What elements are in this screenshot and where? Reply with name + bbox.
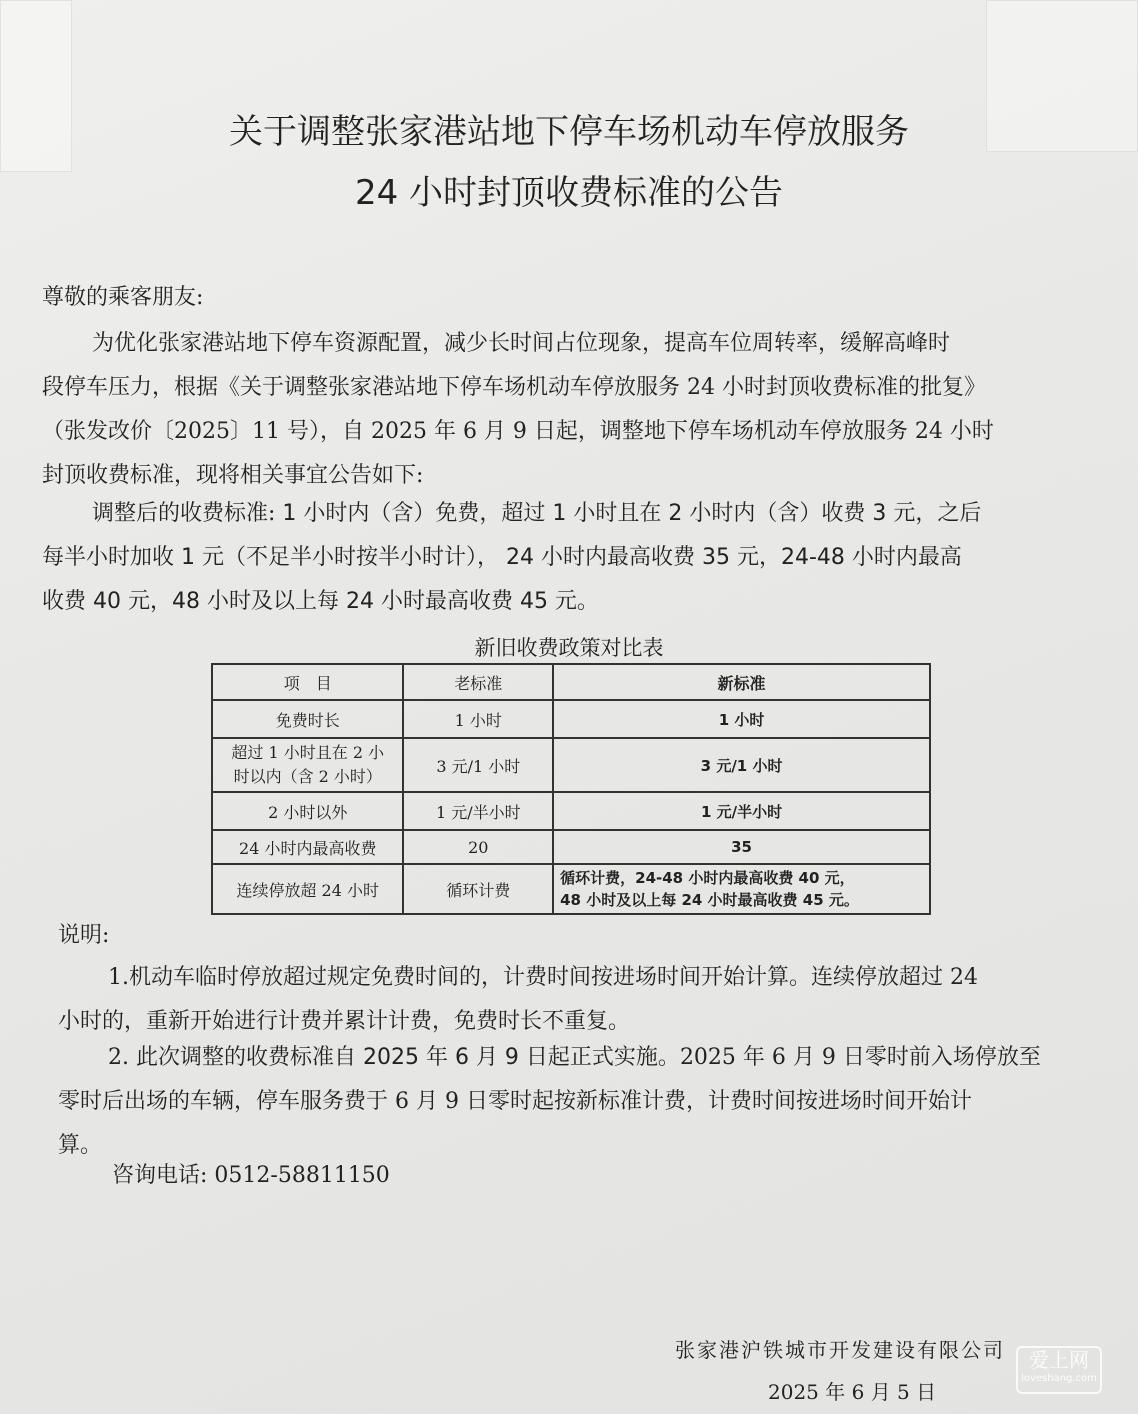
cell-item: 连续停放超 24 小时 (212, 864, 403, 914)
note2-effective-date: 自 2025 年 6 月 9 日起正式实施。 (333, 1045, 680, 1070)
intro-line: （张发改价〔2025〕11 号），自 2025 年 6 月 9 日起，调整地下停车场机动车停放服务 24 小时 (42, 419, 994, 444)
standard-paragraph (42, 492, 1102, 624)
cell-new: 35 (553, 830, 930, 864)
intro-line: 封顶收费标准，现将相关事宜公告如下: (42, 463, 424, 488)
table-row (212, 830, 930, 864)
cell-old: 3 元/1 小时 (403, 738, 553, 792)
header-item: 项 目 (212, 664, 403, 700)
note-line: 1.机动车临时停放超过规定免费时间的，计费时间按进场时间开始计算。连续停放超过 24 (108, 965, 978, 990)
note-line: 零时后出场的车辆，停车服务费于 6 月 9 日零时起按新标准计费，计费时间按进场时间开始计 (58, 1089, 972, 1114)
header-old: 老标准 (403, 664, 553, 700)
table-row (212, 738, 930, 792)
cell-new: 1 小时 (553, 700, 930, 738)
comparison-table (211, 663, 931, 915)
cell-new: 1 元/半小时 (553, 792, 930, 830)
cell-item: 24 小时内最高收费 (212, 830, 403, 864)
standard-prefix: 调整后的收费标准: (92, 501, 283, 526)
intro-line: 为优化张家港站地下停车资源配置，减少长时间占位现象，提高车位周转率，缓解高峰时 (92, 331, 951, 356)
note-line: 算。 (58, 1133, 103, 1158)
company-signature: 张家港沪铁城市开发建设有限公司 (675, 1338, 1005, 1362)
standard-line: 每半小时加收 1 元（不足半小时按半小时计）， 24 小时内最高收费 35 元，24-48 小时内最高 (42, 545, 962, 570)
note2-rest: 2025 年 6 月 9 日零时前入场停放至 (679, 1045, 1041, 1070)
cell-new: 3 元/1 小时 (553, 738, 930, 792)
note2-prefix: 2. 此次调整的收费标准 (108, 1045, 334, 1070)
table-header-row (212, 664, 930, 700)
standard-line: 收费 40 元，48 小时及以上每 24 小时最高收费 45 元。 (42, 589, 599, 614)
cell-old: 循环计费 (403, 864, 553, 914)
table-row (212, 864, 930, 914)
notice-title-line1: 关于调整张家港站地下停车场机动车停放服务 (229, 112, 909, 152)
cell-old: 1 元/半小时 (403, 792, 553, 830)
note-2 (58, 1036, 1098, 1168)
contact-phone: 咨询电话: 0512-58811150 (112, 1163, 390, 1188)
notice-title-line2: 24 小时封顶收费标准的公告 (354, 173, 784, 213)
table-row (212, 700, 930, 738)
intro-line: 段停车压力，根据《关于调整张家港站地下停车场机动车停放服务 24 小时封顶收费标准的批复》 (42, 375, 986, 400)
note-1 (58, 956, 1098, 1044)
intro-paragraph (42, 322, 1102, 498)
salutation: 尊敬的乘客朋友: (42, 285, 204, 310)
cell-item: 超过 1 小时且在 2 小 时以内（含 2 小时） (212, 738, 403, 792)
cell-new: 循环计费，24-48 小时内最高收费 40 元， 48 小时及以上每 24 小时最高收费 45 元。 (553, 864, 930, 914)
header-new: 新标准 (553, 664, 930, 700)
standard-line: 1 小时内（含）免费，超过 1 小时且在 2 小时内（含）收费 3 元，之后 (282, 501, 982, 526)
watermark-logo: 爱上网 loveshang.com (1016, 1346, 1102, 1394)
cell-item: 2 小时以外 (212, 792, 403, 830)
signature-date: 2025 年 6 月 5 日 (768, 1380, 937, 1404)
notes-heading: 说明: (58, 923, 110, 948)
table-row (212, 792, 930, 830)
cell-item: 免费时长 (212, 700, 403, 738)
table-caption: 新旧收费政策对比表 (474, 636, 664, 660)
cell-old: 20 (403, 830, 553, 864)
note-line: 小时的，重新开始进行计费并累计计费，免费时长不重复。 (58, 1009, 631, 1034)
cell-old: 1 小时 (403, 700, 553, 738)
